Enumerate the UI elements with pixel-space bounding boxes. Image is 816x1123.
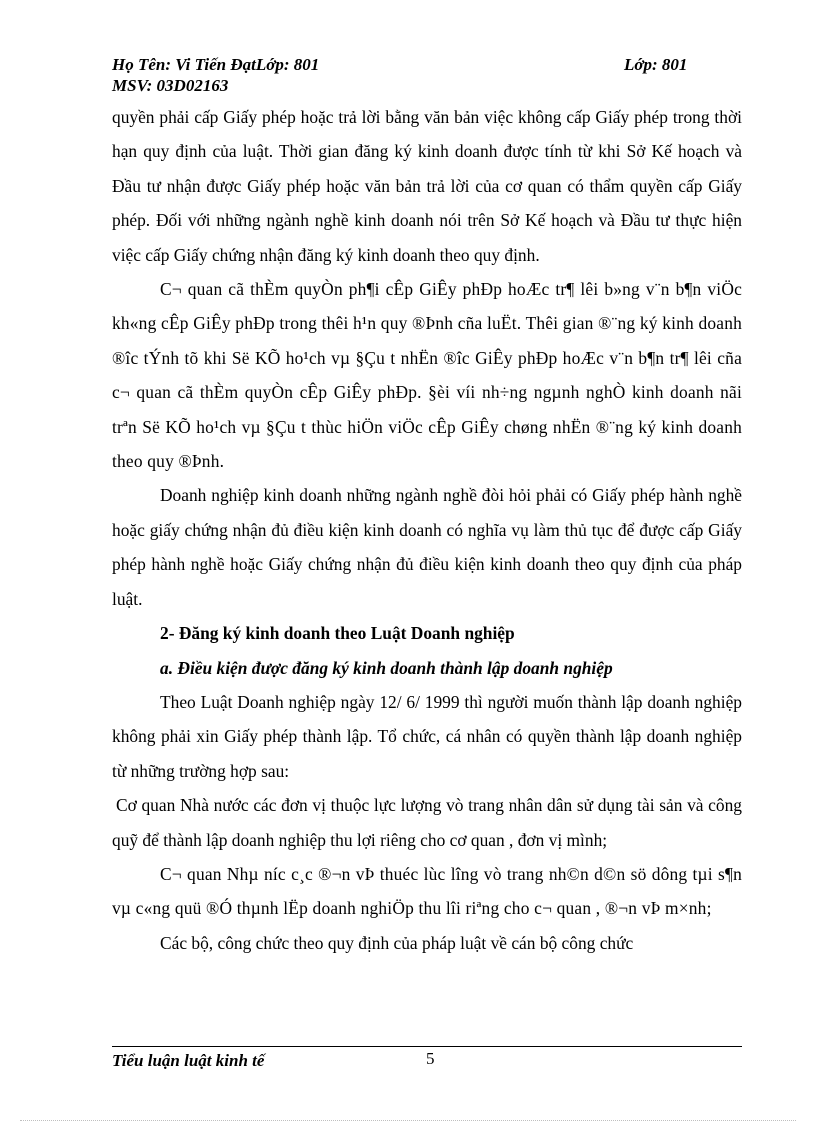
paragraph-state-agencies: Cơ quan Nhà nước các đơn vị thuộc lực lượng vò trang nhân dân sử dụng tài sản và công quỹ để thành lập doanh nghiệp thu lợi riêng cho cơ quan , đơn vị mình;	[112, 795, 742, 850]
subsection-heading: a. Điều kiện được đăng ký kinh doanh thành lập doanh nghiệp	[160, 657, 613, 678]
footer-rule	[112, 1046, 742, 1047]
header-student-name: Họ Tên: Vi Tiến ĐạtLớp: 801	[112, 55, 320, 74]
page-header	[112, 54, 712, 96]
page-number: 5	[426, 1049, 435, 1068]
paragraph-state-agencies-legacy: C¬ quan Nhµ níc c¸c ®¬n vÞ thuéc lùc lîng vò trang nh©n d©n sö dông tµi s¶n vµ c«ng quü ®Ó thµnh lËp doanh nghiÖp thu lîi riªng cho c¬ quan , ®¬n vÞ m×nh;	[112, 863, 742, 919]
paragraph-legacy-encoded: C¬ quan cã thÈm quyÒn ph¶i cÊp GiÊy phÐp hoÆc tr¶ lêi b»ng v¨n b¶n viÖc kh«ng cÊp GiÊy phÐp trong thêi h¹n quy ®Þnh cña luËt. Thêi gian ®¨ng ký kinh doanh ®îc tÝnh tõ khi Së KÕ ho¹ch vµ §Çu t nhËn ®îc GiÊy phÐp hoÆc v¨n b¶n tr¶ lêi cña c¬ quan cã thÈm quyÒn cÊp GiÊy phÐp. §èi víi nh÷ng ngµnh nghÒ kinh doanh nãi trªn Së KÕ ho¹ch vµ §Çu t thùc hiÖn viÖc cÊp GiÊy chøng nhËn ®¨ng ký kinh doanh theo quy ®Þnh.	[112, 279, 742, 472]
paragraph-officials: Các bộ, công chức theo quy định của pháp luật về cán bộ công chức	[160, 932, 634, 953]
header-student-id: MSV: 03D02163	[112, 76, 229, 95]
paragraph-continuation: quyền phải cấp Giấy phép hoặc trả lời bằng văn bản việc không cấp Giấy phép trong thời hạn quy định của luật. Thời gian đăng ký kinh doanh được tính từ khi Sở Kế hoạch và Đầu tư nhận được Giấy phép hoặc văn bản trả lời của cơ quan có thẩm quyền cấp Giấy phép. Đối với những ngành nghề kinh doanh nói trên Sở Kế hoạch và Đầu tư thực hiện việc cấp Giấy chứng nhận đăng ký kinh doanh theo quy định.	[112, 107, 742, 265]
footer-title: Tiểu luận luật kinh tế	[112, 1051, 265, 1070]
paragraph-business-conditions: Doanh nghiệp kinh doanh những ngành nghề đòi hỏi phải có Giấy phép hành nghề hoặc giấy chứng nhận đủ điều kiện kinh doanh có nghĩa vụ làm thủ tục để được cấp Giấy phép hành nghề hoặc Giấy chứng nhận đủ điều kiện kinh doanh theo quy định của pháp luật.	[112, 485, 742, 609]
section-heading: 2- Đăng ký kinh doanh theo Luật Doanh nghiệp	[160, 623, 515, 644]
page-bottom-dotted-rule	[20, 1120, 796, 1121]
document-body	[112, 100, 742, 960]
paragraph-enterprise-law: Theo Luật Doanh nghiệp ngày 12/ 6/ 1999 thì người muốn thành lập doanh nghiệp không phải xin Giấy phép thành lập. Tổ chức, cá nhân có quyền thành lập doanh nghiệp từ những trường hợp sau:	[112, 691, 742, 781]
header-class: Lớp: 801	[624, 55, 688, 74]
